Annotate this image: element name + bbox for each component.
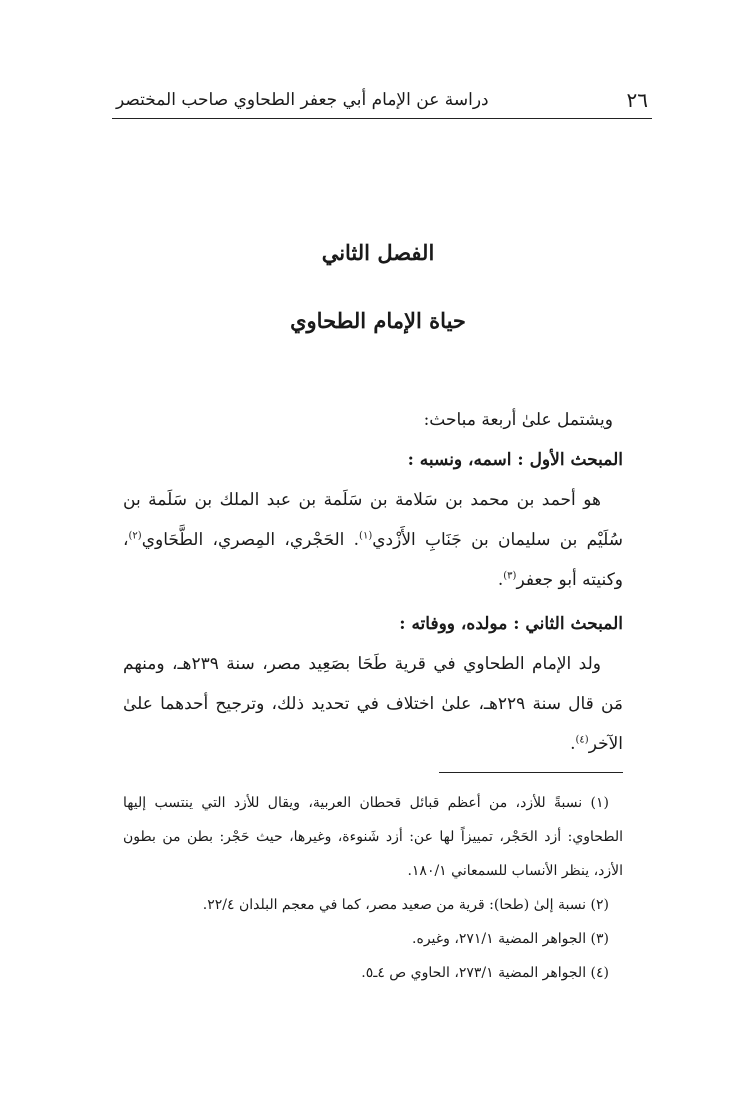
footnote-3: (٣) الجواهر المضية ٢٧١/١، وغيره. (412, 931, 609, 947)
section-heading-birth-death: المبحث الثاني : مولده، ووفاته : (399, 614, 623, 634)
paragraph-text: . (497, 570, 504, 590)
footnote-1: (١) نسبةً للأزد، من أعظم قبائل قحطان العربية، ويقال للأزد التي ينتسب إليها الطحاوي: أزد الحَجْر، تمييزاً لها عن: أزد شَنوءة، وغيرها، حيث حَجْر: بطن من بطون الأزد، ينظر الأنساب للسمعاني ١٨٠/١. (123, 795, 623, 879)
section-heading-name-lineage: المبحث الأول : اسمه، ونسبه : (407, 450, 623, 470)
main-text (123, 400, 623, 764)
running-header (112, 86, 652, 119)
footnote-ref-1[interactable]: (١) (359, 530, 373, 542)
footnotes (123, 786, 623, 990)
paragraph-text: ولد الإمام الطحاوي في قرية طَحَا بصَعِيد مصر، سنة ٢٣٩هـ، ومنهم مَن قال سنة ٢٢٩هـ، علىٰ اختلاف في تحديد ذلك، وترجيح أحدهما علىٰ الآخر (123, 654, 623, 754)
chapter-title: الفصل الثاني (321, 240, 435, 265)
footnote-4: (٤) الجواهر المضية ٢٧٣/١، الحاوي ص ٤ـ٥. (361, 965, 609, 981)
footnote-ref-4[interactable]: (٤) (575, 734, 589, 746)
paragraph-name-lineage (123, 480, 623, 600)
footnote-ref-2[interactable]: (٢) (128, 530, 142, 542)
paragraph-text: . (570, 734, 576, 754)
footnote-2: (٢) نسبة إلىٰ (طحا): قرية من صعيد مصر، كما في معجم البلدان ٢٢/٤. (202, 897, 609, 913)
page-number: ٢٦ (626, 88, 648, 112)
paragraph-text: ، وكنيته أبو جعفر (123, 530, 623, 590)
paragraph-text: . الحَجْري، المِصري، الطَّحَاوي (141, 530, 360, 550)
paragraph-birth-death (123, 644, 623, 764)
paragraph-text: هو أحمد بن محمد بن سَلامة بن سَلَمة بن عبد الملك بن سَلَمة بن سُلَيْم بن سليمان بن جَنَابِ الأَزْدي (123, 490, 623, 550)
footnote-separator (439, 772, 623, 773)
footnote-ref-3[interactable]: (٣) (503, 570, 517, 582)
running-header-title: دراسة عن الإمام أبي جعفر الطحاوي صاحب المختصر (116, 90, 489, 110)
intro-line: ويشتمل علىٰ أربعة مباحث: (423, 410, 613, 430)
chapter-subtitle: حياة الإمام الطحاوي (290, 308, 466, 333)
